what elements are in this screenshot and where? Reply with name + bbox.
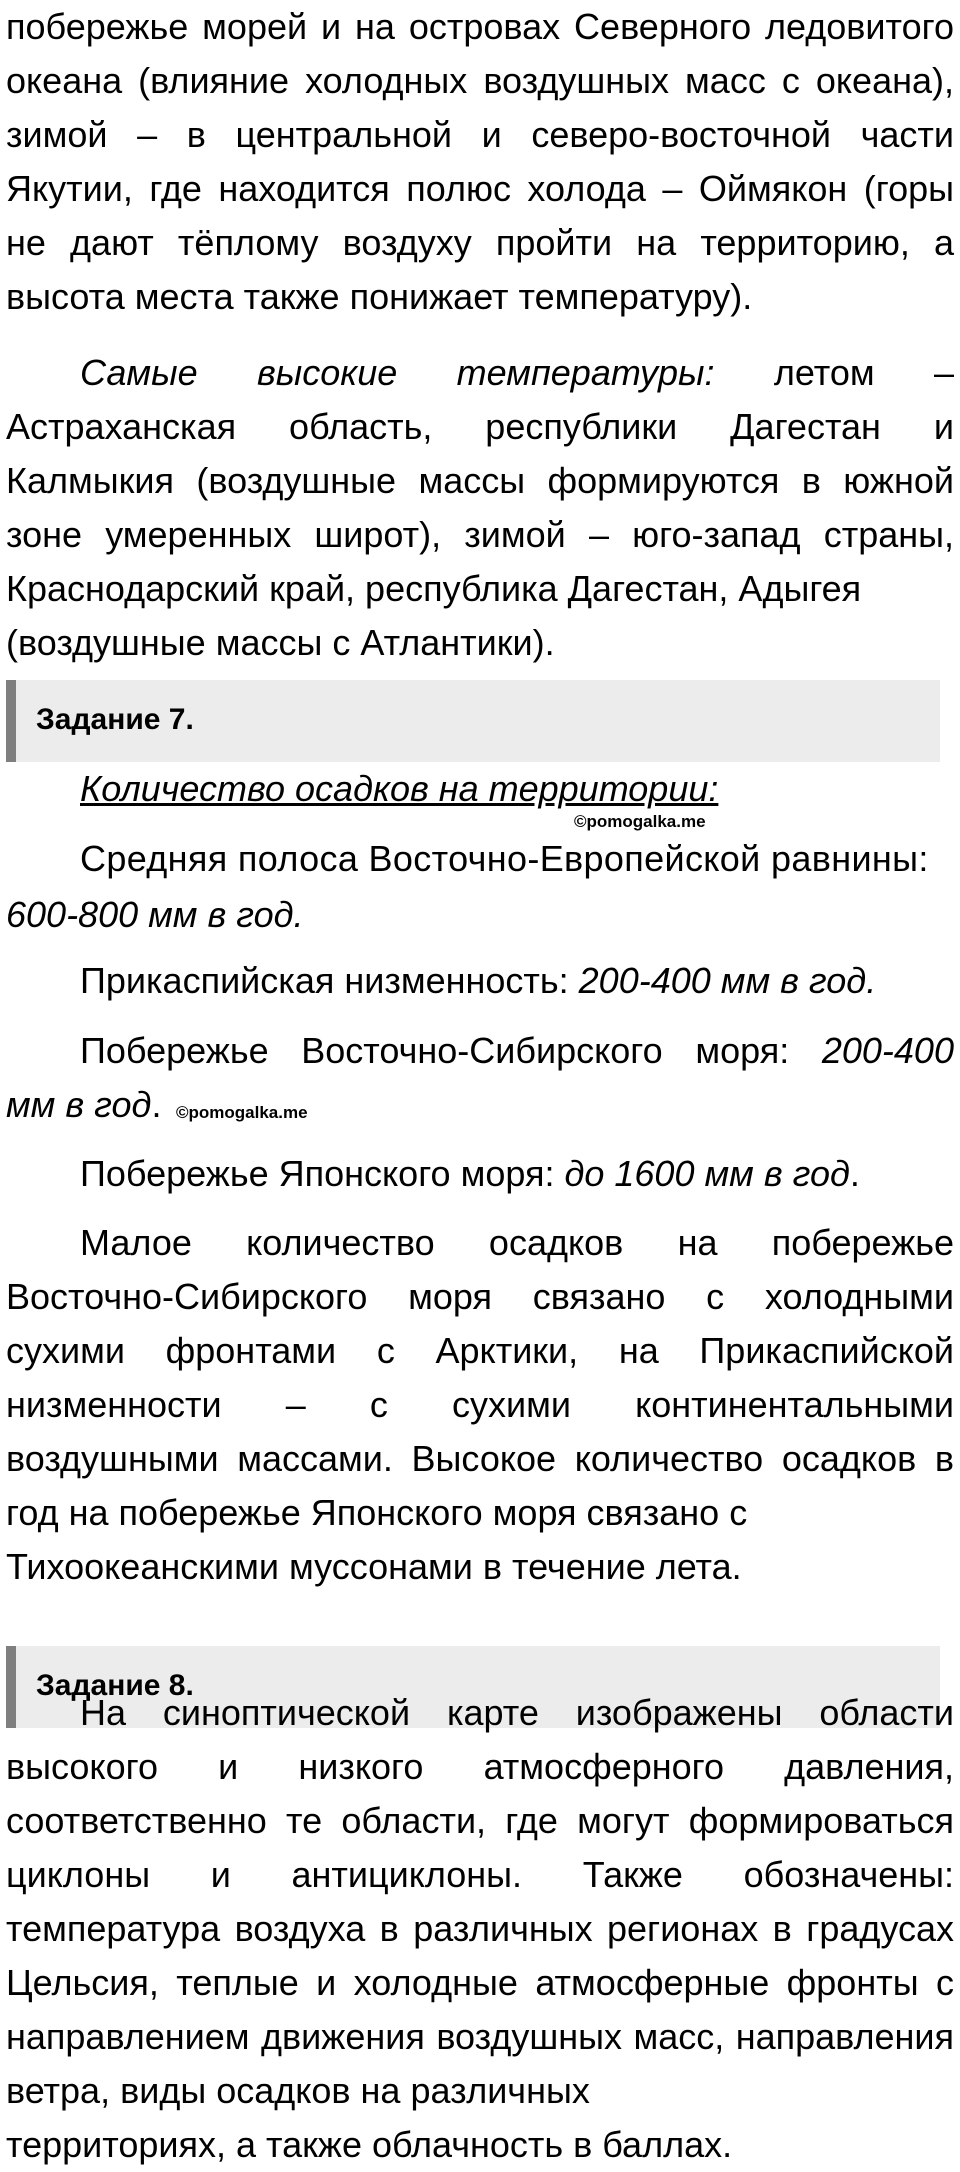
item-label: Побережье Японского моря: [80,1153,555,1194]
precip-item-3 [6,1024,954,1132]
item-value: до 1600 мм в год [564,1153,850,1194]
paragraph-last-line: Тихоокеанскими муссонами в течение лета. [6,1546,742,1587]
task-7-title: Задание 7. [36,703,194,736]
text-line: зимой – в центральной и северо-восточной части [6,114,954,155]
paragraph-text: Малое количество осадков на побережье Восточно-Сибирского моря связано с холодными сухими фронтами с Арктики, на Прикаспийской низменности – с сухими континентальными воздушными массами. Высокое количество осадков в год на побережье Японского моря связано с [6,1222,954,1533]
item-label: Средняя полоса Восточно-Европейской равнины: [80,838,929,879]
text-line: побережье морей и на островах Северного ледовитого [6,6,954,47]
item-label: Прикаспийская низменность: [80,960,569,1001]
precip-item-2 [6,954,954,1008]
paragraph-body [6,346,954,616]
intro-paragraph [6,0,954,324]
watermark: ©pomogalka.me [176,1103,308,1122]
task-7-subtitle: Количество осадков на территории: [80,768,719,809]
task-8-title: Задание 8. [36,1669,194,1702]
task-7-content [6,762,954,816]
task-8-paragraph [6,1686,954,2172]
paragraph-text: На синоптической карте изображены области высокого и низкого атмосферного давления, соответственно те области, где могут формироваться циклоны и антициклоны. Также обозначены: температура воздуха в различных регионах в градусах Цельсия, теплые и холодные атмосферные фронты с направлением движения воздушных масс, направления ветра, виды осадков на различных [6,1692,954,2111]
paragraph-text: летом – Астраханская область, республики Дагестан и Калмыкия (воздушные массы формируются в южной зоне умеренных широт), зимой – юго-запад страны, Краснодарский край, республика Дагестан, Адыгея [6,352,954,609]
paragraph-last-line: территориях, а также облачность в баллах. [6,2124,733,2165]
task-7-header [6,680,940,762]
text-line: высота места также понижает температуру). [6,276,753,317]
item-value: 200-400 [821,1030,954,1071]
precip-item-1 [6,832,954,942]
item-value-cont: мм в год [6,1084,152,1125]
paragraph-last-line: (воздушные массы с Атлантики). [6,622,555,663]
task-7-explanation [6,1216,954,1594]
item-value: 200-400 мм в год. [578,960,877,1001]
italic-lead: Самые высокие температуры: [80,352,715,393]
item-label: Побережье Восточно-Сибирского моря: [80,1030,790,1071]
item-dot: . [151,1084,162,1125]
text-line: не дают тёплому воздуху пройти на территорию, а [6,222,954,263]
text-line: океана (влияние холодных воздушных масс с океана), [6,60,954,101]
watermark: ©pomogalka.me [574,812,706,831]
item-value: 600-800 мм в год. [6,894,304,935]
highest-temperatures-paragraph [6,346,954,670]
text-line: Якутии, где находится полюс холода – Оймякон (горы [6,168,954,209]
item-dot: . [849,1153,860,1194]
precip-item-4 [6,1147,954,1201]
